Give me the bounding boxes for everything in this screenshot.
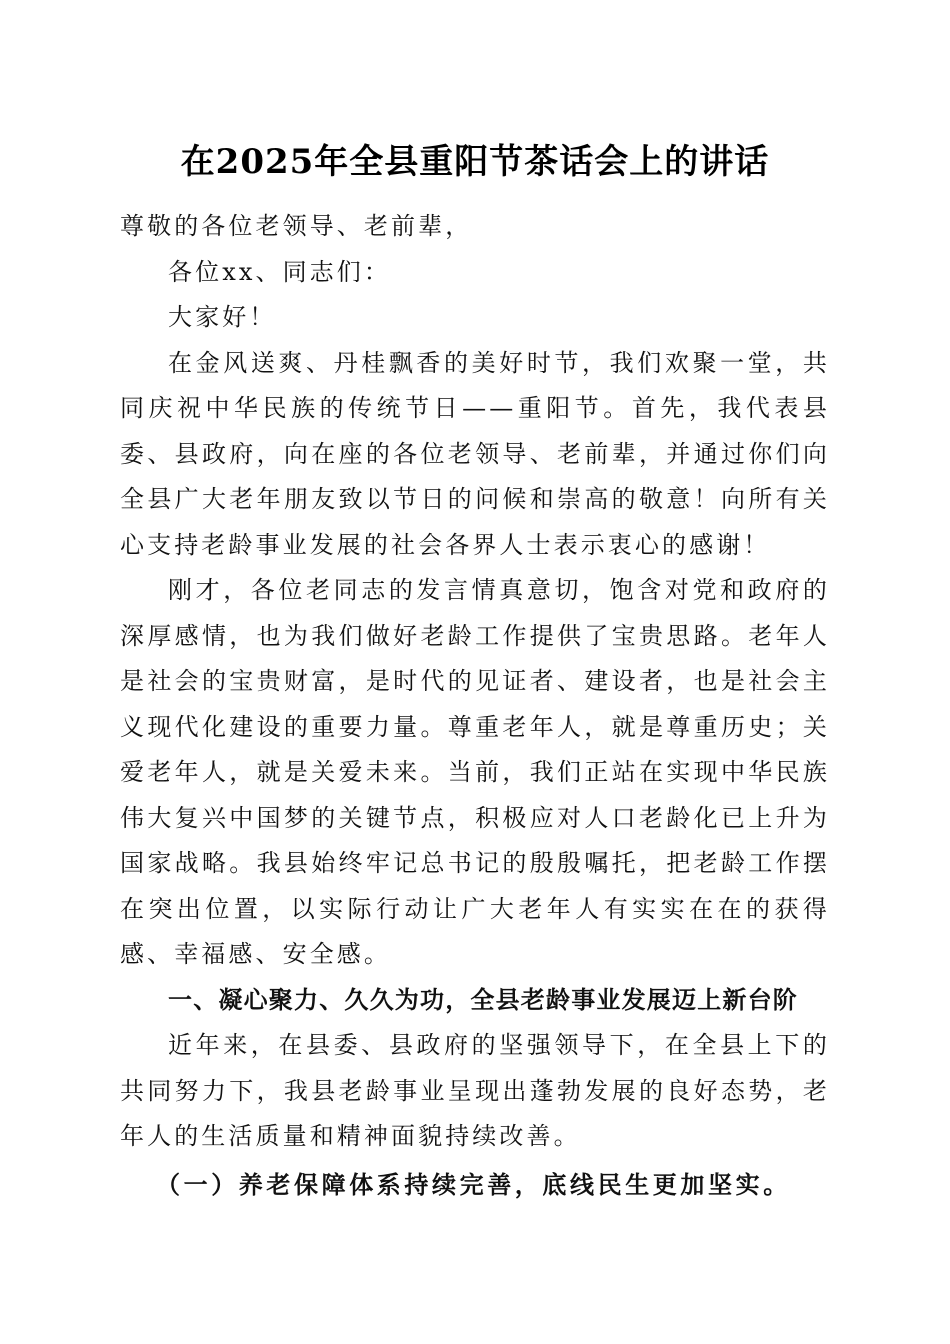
subsection-heading: （一）养老保障体系持续完善，底线民生更加坚实。 — [156, 1169, 791, 1199]
document-title: 在2025年全县重阳节茶话会上的讲话 — [180, 142, 770, 182]
paragraph-opening: 在金风送爽、丹桂飘香的美好时节，我们欢聚一堂，共同庆祝中华民族的传统节日——重阳节。首先，我代表县委、县政府，向在座的各位老领导、老前辈，并通过你们向全县广大老年朋友致以节日的问候和崇高的敬意！向所有关心支持老龄事业发展的社会各界人士表示衷心的感谢！ — [120, 348, 830, 559]
greeting: 大家好！ — [168, 303, 277, 331]
section-paragraph: 近年来，在县委、县政府的坚强领导下，在全县上下的共同努力下，我县老龄事业呈现出蓬勃发展的良好态势，老年人的生活质量和精神面貌持续改善。 — [120, 1031, 830, 1150]
paragraph-significance: 刚才，各位老同志的发言情真意切，饱含对党和政府的深厚感情，也为我们做好老龄工作提供了宝贵思路。老年人是社会的宝贵财富，是时代的见证者、建设者，也是社会主义现代化建设的重要力量。尊重老年人，就是尊重历史；关爱老年人，就是关爱未来。当前，我们正站在实现中华民族伟大复兴中国梦的关键节点，积极应对人口老龄化已上升为国家战略。我县始终牢记总书记的殷殷嘱托，把老龄工作摆在突出位置，以实际行动让广大老年人有实实在在的获得感、幸福感、安全感。 — [120, 576, 830, 968]
salutation-line-2: 各位xx、同志们： — [168, 257, 391, 286]
document-body — [120, 204, 830, 1207]
salutation-line-1: 尊敬的各位老领导、老前辈， — [120, 212, 473, 240]
section-heading: 一、凝心聚力、久久为功，全县老龄事业发展迈上新台阶 — [168, 985, 798, 1014]
